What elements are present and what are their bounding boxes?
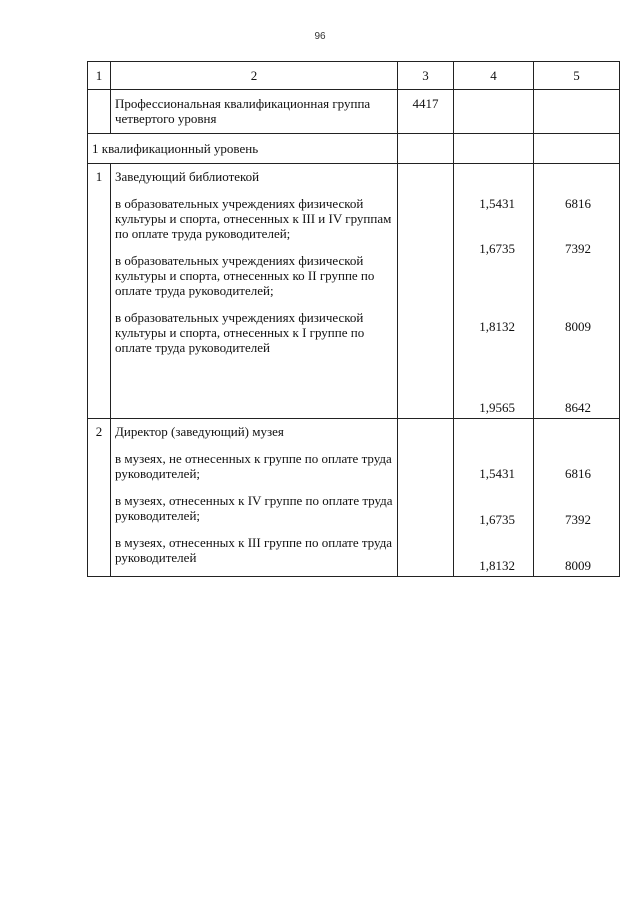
coefficient-value: 1,8132 bbox=[479, 319, 515, 334]
position-code-cell bbox=[398, 419, 454, 577]
salary-value: 8009 bbox=[565, 319, 591, 334]
position-entry: в образовательных учреждениях физической культуры и спорта, отнесенных к III и IV группам по оплате труда руководителей; bbox=[115, 196, 392, 241]
header-cell-1: 1 bbox=[88, 62, 111, 90]
position-number: 1 bbox=[88, 164, 111, 419]
group-row bbox=[88, 90, 620, 134]
group-salary-cell bbox=[534, 90, 620, 134]
position-entry: в музеях, не отнесенных к группе по оплате труда руководителей; bbox=[115, 451, 392, 481]
group-code: 4417 bbox=[398, 90, 454, 134]
group-num-cell bbox=[88, 90, 111, 134]
coefficient-value: 1,8132 bbox=[479, 558, 515, 573]
level-title: 1 квалификационный уровень bbox=[88, 134, 398, 164]
salary-table bbox=[87, 61, 620, 577]
coefficient-column bbox=[454, 419, 534, 577]
header-cell-4: 4 bbox=[454, 62, 534, 90]
coefficient-value: 1,6735 bbox=[479, 241, 515, 256]
level-salary-cell bbox=[534, 134, 620, 164]
salary-value: 8642 bbox=[565, 400, 591, 415]
level-coef-cell bbox=[454, 134, 534, 164]
coefficient-value: 1,5431 bbox=[479, 466, 515, 481]
position-entry: в музеях, отнесенных к III группе по оплате труда руководителей bbox=[115, 535, 393, 565]
coefficient-value: 1,5431 bbox=[479, 196, 515, 211]
group-name: Профессиональная квалификационная группа четвертого уровня bbox=[111, 90, 398, 134]
coefficient-value: 1,6735 bbox=[479, 512, 515, 527]
level-row bbox=[88, 134, 620, 164]
position-title: Заведующий библиотекой bbox=[115, 169, 260, 184]
coefficient-column bbox=[454, 164, 534, 419]
salary-value: 7392 bbox=[565, 512, 591, 527]
position-entry: в образовательных учреждениях физической культуры и спорта, отнесенных к I группе по оплате труда руководителей bbox=[115, 310, 365, 355]
header-cell-2: 2 bbox=[111, 62, 398, 90]
position-row bbox=[88, 164, 620, 419]
coefficient-value: 1,9565 bbox=[479, 400, 515, 415]
salary-value: 7392 bbox=[565, 241, 591, 256]
position-code-cell bbox=[398, 164, 454, 419]
salary-column bbox=[534, 164, 620, 419]
position-row bbox=[88, 419, 620, 577]
header-row bbox=[88, 62, 620, 90]
position-title: Директор (заведующий) музея bbox=[115, 424, 284, 439]
position-entry: в музеях, отнесенных к IV группе по оплате труда руководителей; bbox=[115, 493, 393, 523]
salary-value: 6816 bbox=[565, 196, 591, 211]
position-number: 2 bbox=[88, 419, 111, 577]
position-cell bbox=[111, 419, 398, 577]
header-cell-3: 3 bbox=[398, 62, 454, 90]
salary-value: 6816 bbox=[565, 466, 591, 481]
group-coef-cell bbox=[454, 90, 534, 134]
salary-value: 8009 bbox=[565, 558, 591, 573]
position-entry: в образовательных учреждениях физической культуры и спорта, отнесенных ко II группе по оплате труда руководителей; bbox=[115, 253, 375, 298]
position-cell bbox=[111, 164, 398, 419]
header-cell-5: 5 bbox=[534, 62, 620, 90]
level-code-cell bbox=[398, 134, 454, 164]
salary-column bbox=[534, 419, 620, 577]
page-number: 96 bbox=[314, 31, 326, 42]
